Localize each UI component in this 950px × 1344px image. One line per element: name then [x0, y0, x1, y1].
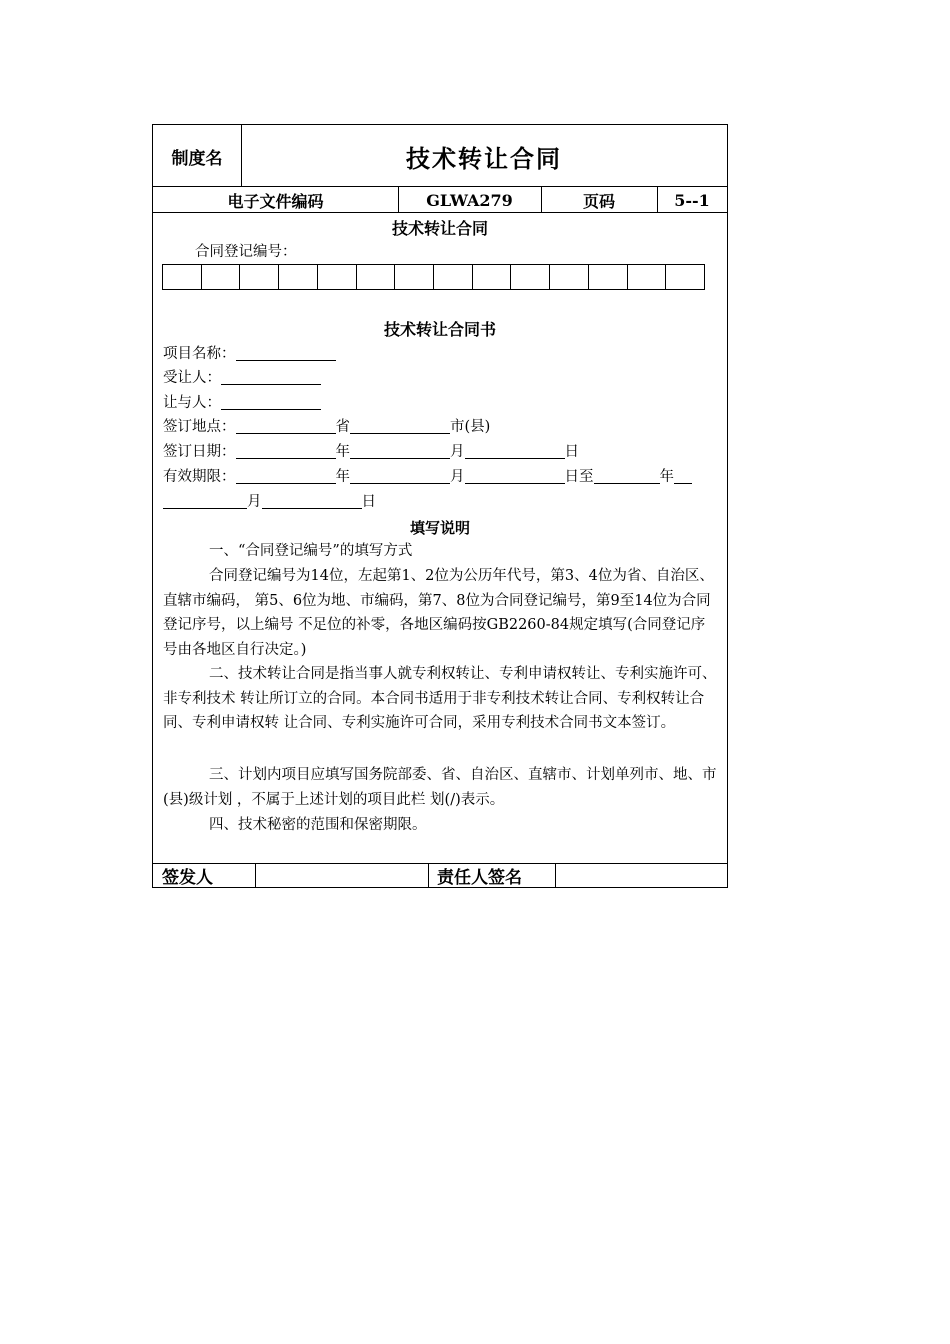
- digit-box: [395, 265, 434, 289]
- instruction-paragraph-1: 一、“合同登记编号”的填写方式: [209, 543, 413, 559]
- sign-place-label: 签订地点：: [163, 419, 236, 435]
- month-label: 月: [450, 444, 465, 460]
- document-form: [152, 124, 728, 888]
- valid-period-line: [163, 465, 692, 490]
- digit-box: [473, 265, 512, 289]
- province-label: 省: [335, 419, 350, 435]
- year-label: 年: [335, 444, 350, 460]
- transferor-label: 让与人：: [163, 395, 221, 411]
- digit-box: [511, 265, 550, 289]
- instruction-paragraph-5: 四、技术秘密的范围和保密期限。: [209, 817, 427, 833]
- contract-book-heading: 技术转让合同书: [383, 319, 496, 339]
- digit-box: [628, 265, 667, 289]
- document-title: 技术转让合同: [406, 144, 562, 173]
- valid-period-line-2: [163, 490, 376, 515]
- instruction-paragraph-2: 合同登记编号为14位，左起第1、2位为公历年代号，第3、4位为省、自治区、直辖市编码， 第5、6位为地、市编码，第7、8位为合同登记编号，第9至14位为合同登记序号，以上编号 不足位的补零，各地区编码按GB2260-84规定填写(合同登记序号由各地区自行决定。): [163, 568, 714, 658]
- sign-date-label: 签订日期：: [163, 444, 236, 460]
- digit-box: [318, 265, 357, 289]
- digit-box: [589, 265, 628, 289]
- digit-box: [666, 265, 704, 289]
- day-to-label: 日至: [564, 469, 594, 485]
- registration-number-label: 合同登记编号：: [195, 244, 297, 260]
- month-label: 月: [450, 469, 465, 485]
- day-label: 日: [564, 444, 579, 460]
- registration-number-boxes: [162, 264, 705, 290]
- year-label: 年: [659, 469, 674, 485]
- contract-heading: 技术转让合同: [391, 218, 488, 238]
- sign-date-line: [163, 440, 579, 465]
- digit-box: [550, 265, 589, 289]
- system-name-label: 制度名: [171, 148, 223, 169]
- month-label: 月: [247, 494, 262, 510]
- year-label: 年: [335, 469, 350, 485]
- transferee-label: 受让人：: [163, 370, 221, 386]
- file-code-value: GLWA279: [426, 190, 513, 210]
- responsible-signature-label: 责任人签名: [437, 868, 522, 888]
- sign-place-line: [163, 415, 490, 440]
- page-label: 页码: [582, 191, 615, 211]
- instructions-title: 填写说明: [409, 518, 470, 537]
- transferor-line: [163, 391, 321, 416]
- instruction-paragraph-4: 三、计划内项目应填写国务院部委、省、自治区、直辖市、计划单列市、地、市(县)级计划 ，不属于上述计划的项目此栏 划(/)表示。: [163, 767, 717, 808]
- instruction-paragraph-3: 二、技术转让合同是指当事人就专利权转让、专利申请权转让、专利实施许可、非专利技术 转让所订立的合同。本合同书适用于非专利技术转让合同、专利权转让合同、专利申请权转 让合同、专利实施许可合同，采用专利技术合同书文本签订。: [163, 666, 717, 731]
- digit-box: [202, 265, 241, 289]
- digit-box: [279, 265, 318, 289]
- issuer-signature-field[interactable]: [255, 864, 428, 887]
- project-name-line: [163, 342, 336, 367]
- responsible-signature-field[interactable]: [555, 864, 727, 887]
- transferee-line: [163, 366, 321, 391]
- page-number: 5--1: [674, 190, 710, 210]
- day-label: 日: [361, 494, 376, 510]
- issuer-label: 签发人: [162, 868, 213, 888]
- city-label: 市(县): [450, 419, 491, 435]
- digit-box: [357, 265, 396, 289]
- digit-box: [434, 265, 473, 289]
- digit-box: [240, 265, 279, 289]
- project-name-label: 项目名称：: [163, 346, 236, 362]
- digit-box: [163, 265, 202, 289]
- file-code-label: 电子文件编码: [227, 191, 324, 211]
- valid-period-label: 有效期限：: [163, 469, 236, 485]
